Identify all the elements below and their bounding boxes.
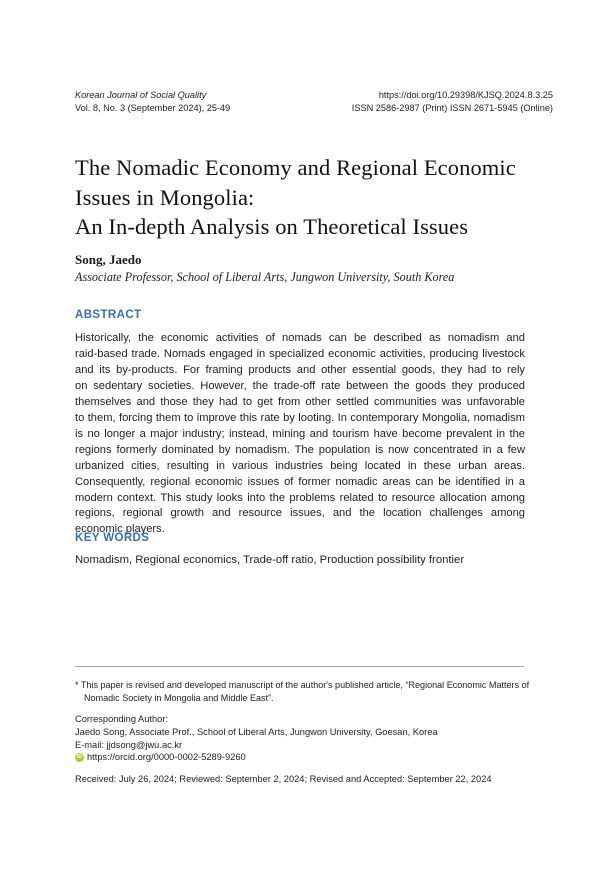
title-line: An In-depth Analysis on Theoretical Issues (75, 214, 469, 239)
abstract-body (75, 331, 525, 538)
abstract-line: Consequently, regional economic issues of former nomadic areas can be identified in a (75, 475, 525, 488)
journal-name: Korean Journal of Social Quality (75, 90, 207, 100)
received-dates: Received: July 26, 2024; Reviewed: September 2, 2024; Revised and Accepted: September 22, 2024 (75, 774, 492, 784)
abstract-line: is no longer a major industry; instead, mining and tourism have become prevalent in the (75, 427, 525, 440)
abstract-line: urbanized cities, resulting in various industries being located in these urban areas. (75, 459, 525, 472)
abstract-line: themselves and those they had to get from other settled communities was unfavorable (75, 395, 525, 408)
orcid-icon: iD (76, 754, 83, 761)
orcid-row (75, 751, 438, 764)
abstract-line: and its by-products. For framing products and other essential goods, they had to rely (75, 363, 525, 376)
title-line: Issues in Mongolia: (75, 184, 255, 210)
footnote-line: * This paper is revised and developed manuscript of the author's published article, “Regional Economic Matters of (75, 680, 530, 690)
footnote-divider (75, 666, 524, 667)
corresponding-label: Corresponding Author: (75, 714, 169, 724)
author-name: Song, Jaedo (75, 252, 142, 267)
footnote-line: Nomadic Society in Mongolia and Middle East”. (84, 692, 274, 703)
abstract-line: regions, regional growth and resource issues, and the location challenges among (75, 507, 525, 520)
issn-info: ISSN 2586-2987 (Print) ISSN 2671-5945 (Online) (351, 102, 553, 113)
keywords-text: Nomadism, Regional economics, Trade-off ratio, Production possibility frontier (75, 554, 465, 566)
author-affiliation: Associate Professor, School of Liberal Arts, Jungwon University, South Korea (75, 270, 455, 284)
abstract-heading: ABSTRACT (75, 309, 142, 321)
abstract-line: on sedentary societies. However, the trade-off rate between the goods they produced (75, 379, 525, 392)
abstract-line: modern context. This study looks into the problems related to resource allocation among (75, 491, 525, 504)
abstract-line: Historically, the economic activities of nomads can be described as nomadism and (75, 332, 525, 344)
abstract-line: to them, forcing them to improve this rate by looting. In contemporary Mongolia, nomadism (75, 411, 525, 424)
corresponding-name: Jaedo Song, Associate Prof., School of Liberal Arts, Jungwon University, Goesan, Korea (75, 726, 438, 737)
paper-title (75, 153, 555, 242)
orcid-link[interactable]: https://orcid.org/0000-0002-5289-9260 (87, 752, 246, 763)
keywords-heading: KEY WORDS (75, 532, 150, 544)
journal-volume: Vol. 8, No. 3 (September 2024), 25-49 (75, 102, 231, 113)
doi-link[interactable]: https://doi.org/10.29398/KJSQ.2024.8.3.25 (378, 90, 553, 100)
journal-header (75, 89, 230, 114)
corresponding-email[interactable]: E-mail: jjdsong@jwu.ac.kr (75, 739, 183, 750)
corresponding-author (75, 713, 438, 764)
footnote (75, 679, 530, 704)
abstract-line: economic players. (75, 523, 165, 536)
doi-header (352, 89, 553, 114)
abstract-line: raid-based trade. Nomads engaged in specialized economic activities, producing livestock (75, 347, 525, 360)
title-line: The Nomadic Economy and Regional Economic (75, 155, 516, 180)
abstract-line: regions formerly dominated by nomadism. The population is now concentrated in a few (75, 443, 525, 456)
